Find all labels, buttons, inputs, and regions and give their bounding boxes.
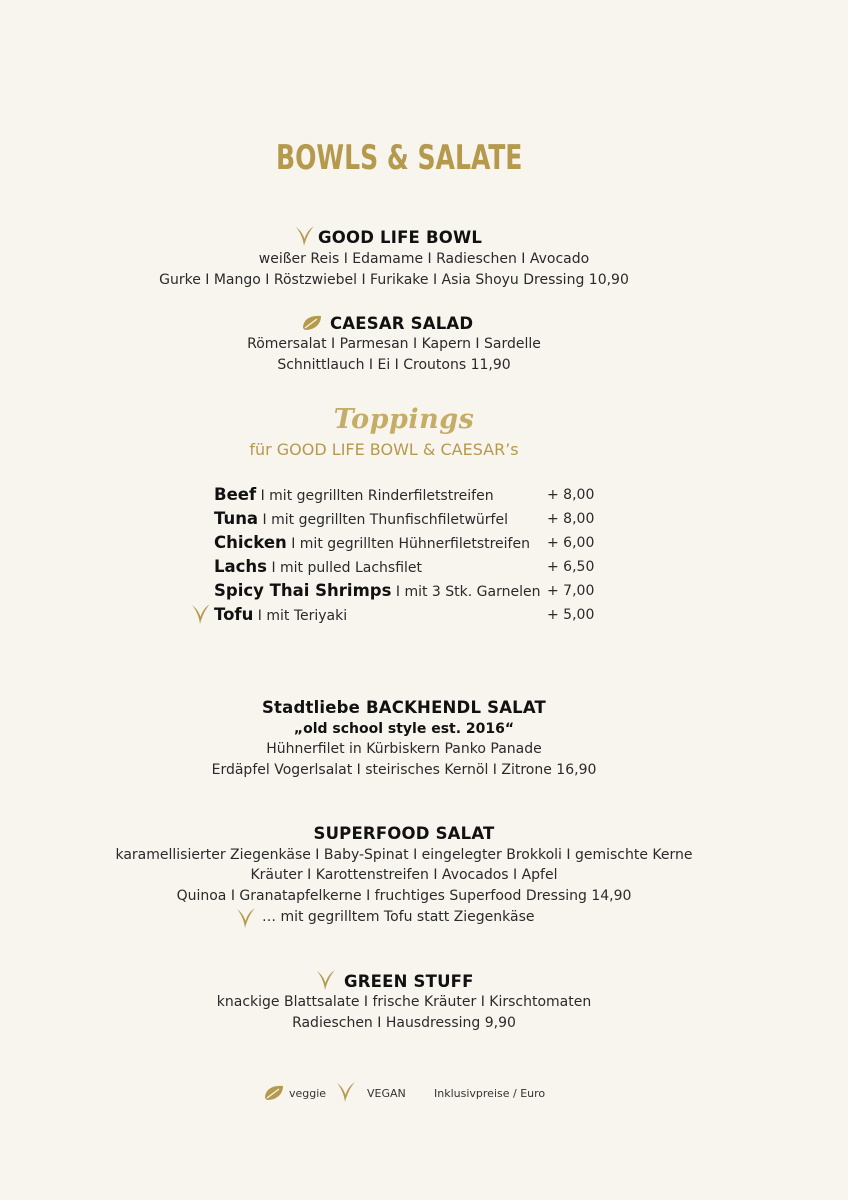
topping-price: + 8,00	[547, 487, 595, 503]
topping-name: Tuna	[214, 509, 259, 528]
topping-price: + 5,00	[547, 607, 595, 623]
topping-desc: I mit pulled Lachsfilet	[267, 560, 423, 576]
topping-name: Tofu	[214, 605, 254, 624]
item-desc-line: Erdäpfel Vogerlsalat I steirisches Kernöl I Zitrone 16,90	[211, 762, 597, 778]
item-desc-line: Schnittlauch I Ei I Croutons 11,90	[277, 357, 511, 373]
topping-name: Spicy Thai Shrimps	[214, 581, 392, 600]
item-desc-line: Hühnerfilet in Kürbiskern Panko Panade	[266, 741, 542, 757]
item-desc-line: Gurke I Mango I Röstzwiebel I Furikake I Asia Shoyu Dressing 10,90	[159, 272, 629, 288]
topping-row	[214, 557, 594, 579]
item-desc-line: Kräuter I Karottenstreifen I Avocados I Apfel	[250, 867, 558, 883]
topping-desc: I mit gegrillten Rinderfiletstreifen	[256, 488, 494, 504]
item-desc-line: karamellisierter Ziegenkäse I Baby-Spinat I eingelegter Brokkoli I gemischte Kerne	[115, 847, 693, 863]
item-desc-line: weißer Reis I Edamame I Radieschen I Avocado	[258, 251, 590, 267]
vegan-icon	[315, 968, 337, 992]
topping-price: + 6,50	[547, 559, 595, 575]
veggie-leaf-icon	[301, 314, 323, 332]
vegan-icon	[235, 906, 257, 930]
item-title-caesar-salad: CAESAR SALAD	[330, 314, 474, 333]
toppings-subheading: für GOOD LIFE BOWL & CAESAR’s	[249, 440, 519, 459]
vegan-icon	[190, 602, 212, 626]
topping-row	[214, 509, 594, 531]
topping-row	[214, 533, 594, 555]
topping-row	[214, 485, 594, 507]
legend-vegan-label: VEGAN	[367, 1087, 406, 1100]
legend-veggie-label: veggie	[289, 1087, 327, 1100]
item-desc-line: Römersalat I Parmesan I Kapern I Sardelle	[247, 336, 541, 352]
topping-name: Lachs	[214, 557, 267, 576]
topping-name: Chicken	[214, 533, 287, 552]
topping-price: + 7,00	[547, 583, 595, 599]
item-title-superfood-salat: SUPERFOOD SALAT	[313, 824, 495, 843]
topping-price: + 8,00	[547, 511, 595, 527]
vegan-icon	[335, 1080, 357, 1104]
item-desc-line: Quinoa I Granatapfelkerne I fruchtiges Superfood Dressing 14,90	[176, 888, 632, 904]
item-desc-line: Radieschen I Hausdressing 9,90	[292, 1015, 516, 1031]
item-desc-line: … mit gegrilltem Tofu statt Ziegenkäse	[262, 909, 535, 925]
topping-row	[214, 605, 594, 627]
topping-price: + 6,00	[547, 535, 595, 551]
topping-desc: I mit gegrillten Hühnerfiletstreifen	[286, 536, 530, 552]
item-title-green-stuff: GREEN STUFF	[344, 972, 474, 991]
toppings-heading: Toppings	[333, 404, 475, 435]
item-title-backhendl-salat: Stadtliebe BACKHENDL SALAT	[261, 698, 547, 717]
page-title: BOWLS & SALATE	[276, 138, 523, 178]
item-desc-line: knackige Blattsalate I frische Kräuter I Kirschtomaten	[216, 994, 592, 1010]
item-tagline: „old school style est. 2016“	[293, 721, 515, 737]
legend-price-note: Inklusivpreise / Euro	[434, 1087, 546, 1100]
topping-desc: I mit 3 Stk. Garnelen	[391, 584, 541, 600]
item-title-good-life-bowl: GOOD LIFE BOWL	[318, 228, 483, 247]
topping-name: Beef	[214, 485, 257, 504]
topping-desc: I mit gegrillten Thunfischfiletwürfel	[258, 512, 508, 528]
vegan-icon	[294, 224, 316, 248]
veggie-leaf-icon	[263, 1084, 285, 1102]
topping-desc: I mit Teriyaki	[253, 608, 348, 624]
topping-row	[214, 581, 594, 603]
